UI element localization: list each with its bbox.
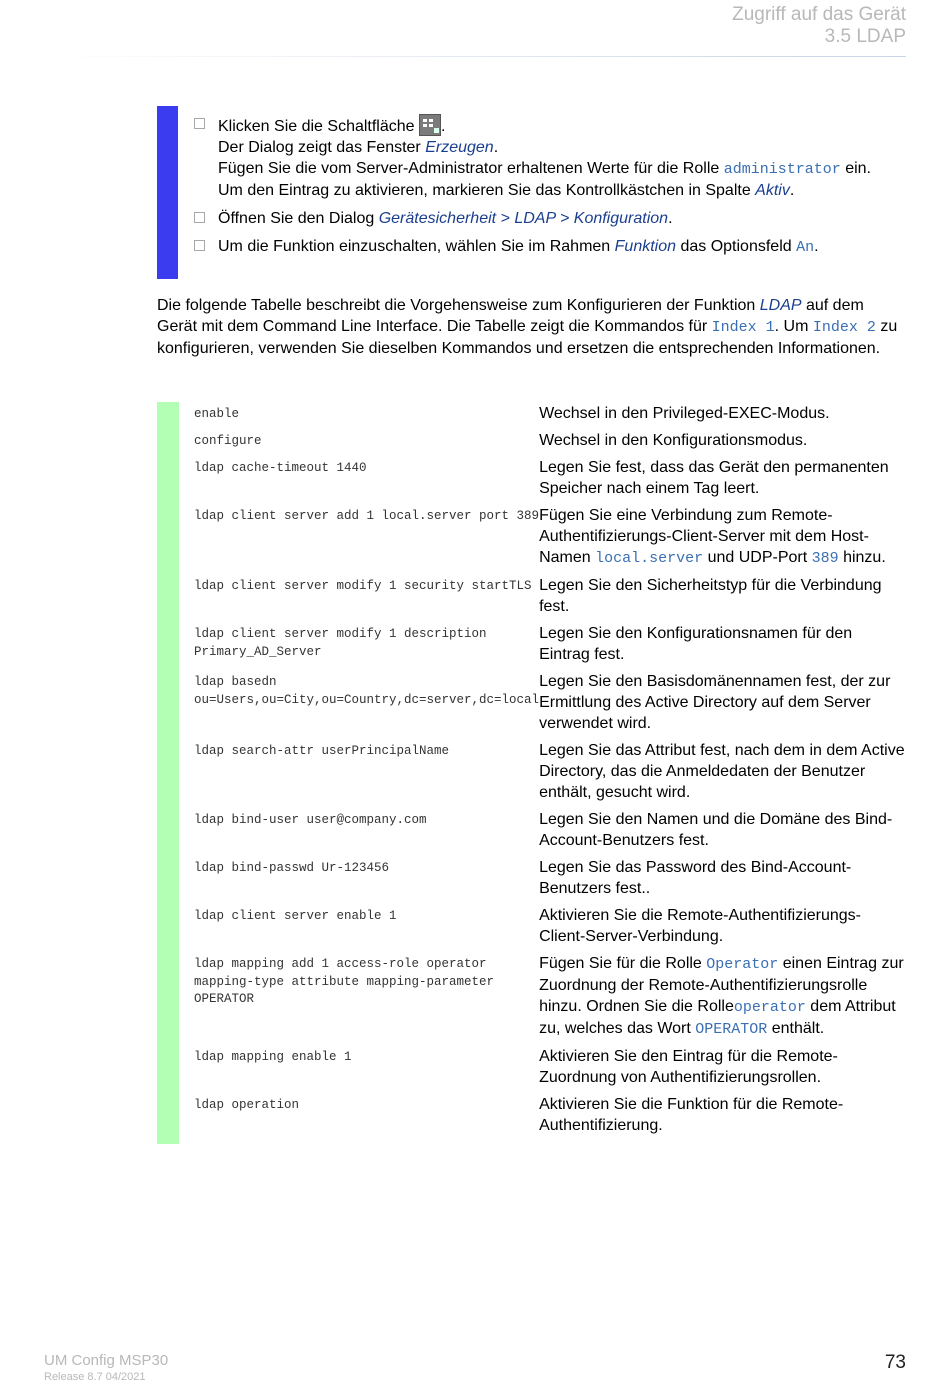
step-checkbox-icon	[194, 212, 205, 223]
table-row: ldap operation Aktivieren Sie die Funktion für die Remote-Authentifizierung.	[194, 1096, 844, 1134]
frame-name: Funktion	[614, 238, 677, 255]
role-value: administrator	[723, 161, 841, 178]
table-row: ldap client server modify 1 description Primary_AD_Server Legen Sie den Konfigurationsnamen für den Eintrag fest.	[194, 625, 853, 663]
page-number: 73	[884, 1352, 906, 1373]
header-section: 3.5 LDAP	[824, 26, 906, 47]
header-chapter: Zugriff auf das Gerät	[732, 4, 906, 25]
table-row: ldap bind-user user@company.com Legen Sie den Namen und die Domäne des Bind-Account-Benutzers fest.	[194, 811, 893, 849]
cli-command-table	[194, 403, 906, 1142]
step-checkbox-icon	[194, 118, 205, 129]
step-3: Um die Funktion einzuschalten, wählen Sie im Rahmen Funktion das Optionsfeld An.	[194, 236, 906, 258]
footer-title: UM Config MSP30	[44, 1352, 169, 1369]
footer-release: Release 8.7 04/2021	[44, 1371, 146, 1383]
running-header	[732, 4, 906, 48]
option-value: An	[796, 239, 815, 256]
step-2: Öffnen Sie den Dialog Gerätesicherheit > LDAP > Konfiguration.	[194, 208, 906, 229]
table-row: ldap basedn ou=Users,ou=City,ou=Country,dc=server,dc=local Legen Sie den Basisdomänennamen fest, der zur Ermittlung des Active Directory auf dem Server verwendet wird.	[194, 673, 891, 732]
intro-paragraph: Die folgende Tabelle beschreibt die Vorgehensweise zum Konfigurieren der Funktion LDAP auf dem Gerät mit dem Command Line Interface. Die Tabelle zeigt die Kommandos für Index 1. Um Index 2 zu konfigurieren, verwenden Sie dieselben Kommandos und ersetzen die entsprechenden Informationen.	[157, 297, 898, 357]
table-row: enable Wechsel in den Privileged-EXEC-Modus.	[194, 405, 830, 422]
header-rule	[44, 56, 906, 57]
dialog-path: Gerätesicherheit > LDAP > Konfiguration	[378, 210, 669, 227]
add-table-entry-icon	[419, 114, 441, 136]
table-row: ldap mapping enable 1 Aktivieren Sie den Eintrag für die Remote-Zuordnung von Authentifizierungsrollen.	[194, 1048, 838, 1086]
table-row: ldap mapping add 1 access-role operator mapping-type attribute mapping-parameter OPERATOR Fügen Sie für die Rolle Operator einen Eintrag zur Zuordnung der Remote-Authentifizierungsrolle hinzu. Ordnen Sie die Rolleoperator dem Attribut zu, welches das Wort OPERATOR enthält.	[194, 955, 904, 1038]
table-row: ldap bind-passwd Ur-123456 Legen Sie das Password des Bind-Account-Benutzers fest..	[194, 859, 852, 897]
procedure-bar	[157, 106, 178, 279]
table-row: ldap client server modify 1 security startTLS Legen Sie den Sicherheitstyp für die Verbindung fest.	[194, 577, 882, 615]
step-1: Klicken Sie die Schaltfläche . Der Dialog zeigt das Fenster Erzeugen. Fügen Sie die vom Server-Administrator erhaltenen Werte für die Rolle administrator ein. Um den Eintrag zu aktivieren, markieren Sie das Kontrollkästchen in Spalte Aktiv.	[194, 114, 906, 201]
cli-bar	[157, 402, 179, 1144]
table-row: configure Wechsel in den Konfigurationsmodus.	[194, 432, 808, 449]
table-row: ldap search-attr userPrincipalName Legen Sie das Attribut fest, nach dem in dem Active Directory, das die Anmeldedaten der Benutzer enthält, gesucht wird.	[194, 742, 905, 801]
procedure-steps	[194, 114, 906, 265]
footer	[44, 1352, 168, 1384]
column-name: Aktiv	[755, 182, 790, 199]
table-row: ldap client server add 1 local.server port 389 Fügen Sie eine Verbindung zum Remote-Authentifizierungs-Client-Server mit dem Host-Namen local.server und UDP-Port 389 hinzu.	[194, 507, 886, 567]
table-row: ldap client server enable 1 Aktivieren Sie die Remote-Authentifizierungs-Client-Server-Verbindung.	[194, 907, 861, 945]
dialog-name: Erzeugen	[425, 139, 494, 156]
step-checkbox-icon	[194, 240, 205, 251]
table-row: ldap cache-timeout 1440 Legen Sie fest, dass das Gerät den permanenten Speicher nach einem Tag leert.	[194, 459, 889, 497]
